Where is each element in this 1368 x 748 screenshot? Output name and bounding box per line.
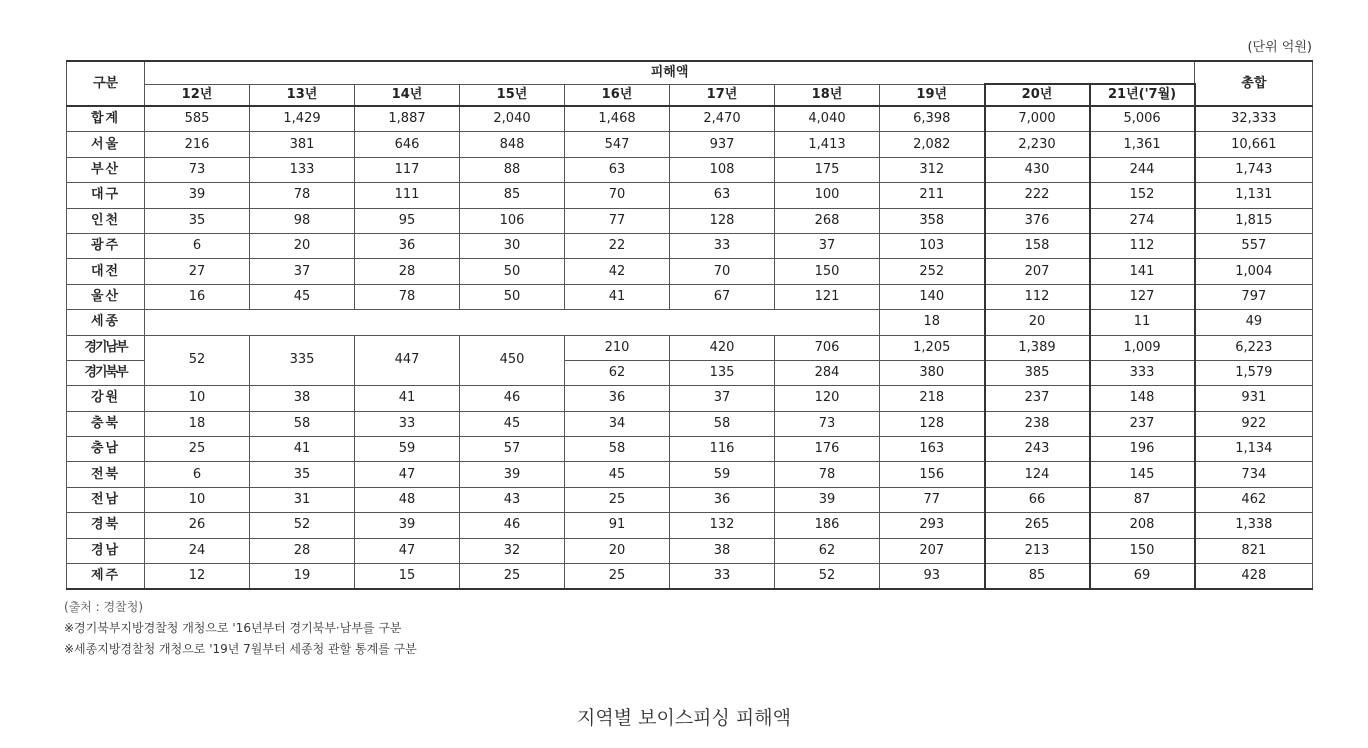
value-cell: 37 [670, 386, 775, 411]
damage-table [66, 60, 1313, 590]
value-cell: 243 [985, 437, 1090, 462]
value-cell: 39 [775, 487, 880, 512]
value-cell: 112 [1090, 233, 1195, 258]
value-cell: 238 [985, 411, 1090, 436]
value-cell: 52 [775, 564, 880, 590]
value-cell: 150 [775, 259, 880, 284]
value-cell: 33 [670, 564, 775, 590]
total-cell: 49 [1195, 310, 1313, 335]
value-cell: 1,468 [565, 106, 670, 132]
total-cell: 797 [1195, 284, 1313, 309]
value-cell: 6 [145, 233, 250, 258]
value-cell: 196 [1090, 437, 1195, 462]
value-cell: 293 [880, 513, 985, 538]
value-cell: 1,429 [250, 106, 355, 132]
table-row [67, 564, 1313, 590]
total-cell: 1,004 [1195, 259, 1313, 284]
value-cell: 70 [670, 259, 775, 284]
region-cell: 충남 [67, 437, 145, 462]
table-row [67, 462, 1313, 487]
value-cell: 41 [355, 386, 460, 411]
value-cell: 937 [670, 132, 775, 157]
value-cell: 59 [670, 462, 775, 487]
value-cell: 158 [985, 233, 1090, 258]
unit-label: (단위 억원) [1247, 40, 1312, 55]
value-cell: 585 [145, 106, 250, 132]
value-cell: 59 [355, 437, 460, 462]
value-cell: 39 [460, 462, 565, 487]
value-cell: 63 [565, 157, 670, 182]
region-cell: 전북 [67, 462, 145, 487]
total-cell: 428 [1195, 564, 1313, 590]
value-cell: 98 [250, 208, 355, 233]
value-cell: 77 [565, 208, 670, 233]
table-row [67, 208, 1313, 233]
value-cell: 112 [985, 284, 1090, 309]
region-cell: 인천 [67, 208, 145, 233]
value-cell: 38 [250, 386, 355, 411]
note-sejong: ※세종지방경찰청 개청으로 '19년 7월부터 세종청 관할 통계를 구분 [64, 642, 417, 656]
value-cell: 2,040 [460, 106, 565, 132]
value-cell: 36 [355, 233, 460, 258]
value-cell: 87 [1090, 487, 1195, 512]
value-cell: 25 [565, 564, 670, 590]
value-cell: 420 [670, 335, 775, 360]
value-cell: 156 [880, 462, 985, 487]
value-cell: 4,040 [775, 106, 880, 132]
value-cell: 62 [565, 360, 670, 385]
value-cell: 45 [565, 462, 670, 487]
region-cell: 대구 [67, 183, 145, 208]
value-cell: 34 [565, 411, 670, 436]
value-cell: 88 [460, 157, 565, 182]
value-cell: 150 [1090, 538, 1195, 563]
total-header: 총합 [1195, 61, 1313, 106]
year-header: 15년 [460, 84, 565, 106]
value-cell: 36 [670, 487, 775, 512]
value-cell: 376 [985, 208, 1090, 233]
value-cell: 35 [145, 208, 250, 233]
value-cell: 37 [775, 233, 880, 258]
region-cell: 합계 [67, 106, 145, 132]
value-cell: 2,230 [985, 132, 1090, 157]
table-body [67, 106, 1313, 589]
damage-header: 피해액 [145, 61, 1195, 84]
value-cell: 58 [565, 437, 670, 462]
value-cell: 6 [145, 462, 250, 487]
region-cell: 경기남부 [67, 335, 145, 360]
value-cell: 268 [775, 208, 880, 233]
value-cell: 213 [985, 538, 1090, 563]
value-cell: 52 [145, 335, 250, 386]
value-cell: 20 [985, 310, 1090, 335]
total-cell: 1,815 [1195, 208, 1313, 233]
value-cell: 312 [880, 157, 985, 182]
value-cell: 48 [355, 487, 460, 512]
total-cell: 557 [1195, 233, 1313, 258]
value-cell: 15 [355, 564, 460, 590]
year-header: 13년 [250, 84, 355, 106]
value-cell: 7,000 [985, 106, 1090, 132]
value-cell: 176 [775, 437, 880, 462]
value-cell: 333 [1090, 360, 1195, 385]
value-cell: 124 [985, 462, 1090, 487]
table-row [67, 132, 1313, 157]
total-cell: 1,134 [1195, 437, 1313, 462]
year-header: 18년 [775, 84, 880, 106]
value-cell: 18 [880, 310, 985, 335]
value-cell: 265 [985, 513, 1090, 538]
value-cell: 39 [145, 183, 250, 208]
region-cell: 경남 [67, 538, 145, 563]
value-cell: 95 [355, 208, 460, 233]
region-cell: 대전 [67, 259, 145, 284]
note-gyeonggi: ※경기북부지방경찰청 개청으로 '16년부터 경기북부·남부를 구분 [64, 621, 402, 635]
value-cell: 1,413 [775, 132, 880, 157]
total-cell: 32,333 [1195, 106, 1313, 132]
region-cell: 부산 [67, 157, 145, 182]
value-cell: 447 [355, 335, 460, 386]
year-header: 17년 [670, 84, 775, 106]
value-cell: 128 [880, 411, 985, 436]
value-cell: 1,389 [985, 335, 1090, 360]
year-header: 16년 [565, 84, 670, 106]
value-cell: 50 [460, 259, 565, 284]
value-cell: 62 [775, 538, 880, 563]
value-cell: 163 [880, 437, 985, 462]
value-cell: 252 [880, 259, 985, 284]
table-row [67, 259, 1313, 284]
value-cell: 140 [880, 284, 985, 309]
value-cell: 78 [355, 284, 460, 309]
value-cell: 69 [1090, 564, 1195, 590]
value-cell: 430 [985, 157, 1090, 182]
value-cell: 78 [775, 462, 880, 487]
value-cell: 237 [985, 386, 1090, 411]
value-cell: 58 [670, 411, 775, 436]
value-cell: 36 [565, 386, 670, 411]
value-cell: 148 [1090, 386, 1195, 411]
value-cell: 6,398 [880, 106, 985, 132]
source-note: (출처 : 경찰청) [64, 600, 143, 614]
value-cell: 41 [250, 437, 355, 462]
value-cell: 32 [460, 538, 565, 563]
value-cell: 848 [460, 132, 565, 157]
value-cell: 133 [250, 157, 355, 182]
value-cell: 24 [145, 538, 250, 563]
value-cell: 108 [670, 157, 775, 182]
table-row [67, 284, 1313, 309]
value-cell: 18 [145, 411, 250, 436]
value-cell: 152 [1090, 183, 1195, 208]
value-cell: 141 [1090, 259, 1195, 284]
value-cell: 91 [565, 513, 670, 538]
table-row [67, 157, 1313, 182]
value-cell: 42 [565, 259, 670, 284]
value-cell: 52 [250, 513, 355, 538]
value-cell: 30 [460, 233, 565, 258]
value-cell: 116 [670, 437, 775, 462]
table-row [67, 310, 1313, 335]
value-cell: 120 [775, 386, 880, 411]
value-cell: 10 [145, 487, 250, 512]
value-cell: 38 [670, 538, 775, 563]
value-cell: 28 [355, 259, 460, 284]
caption: 지역별 보이스피싱 피해액 [577, 707, 791, 729]
value-cell: 145 [1090, 462, 1195, 487]
value-cell: 244 [1090, 157, 1195, 182]
value-cell: 85 [985, 564, 1090, 590]
total-cell: 1,131 [1195, 183, 1313, 208]
year-header: 19년 [880, 84, 985, 106]
table-row [67, 538, 1313, 563]
value-cell: 385 [985, 360, 1090, 385]
value-cell: 27 [145, 259, 250, 284]
value-cell: 207 [880, 538, 985, 563]
value-cell: 58 [250, 411, 355, 436]
value-cell: 117 [355, 157, 460, 182]
table-row [67, 513, 1313, 538]
value-cell: 19 [250, 564, 355, 590]
value-cell: 111 [355, 183, 460, 208]
total-cell: 922 [1195, 411, 1313, 436]
value-cell: 45 [250, 284, 355, 309]
value-cell: 222 [985, 183, 1090, 208]
value-cell: 16 [145, 284, 250, 309]
value-cell: 381 [250, 132, 355, 157]
value-cell: 20 [565, 538, 670, 563]
value-cell: 274 [1090, 208, 1195, 233]
total-cell: 10,661 [1195, 132, 1313, 157]
value-cell: 45 [460, 411, 565, 436]
value-cell: 210 [565, 335, 670, 360]
value-cell: 218 [880, 386, 985, 411]
value-cell: 207 [985, 259, 1090, 284]
total-cell: 1,338 [1195, 513, 1313, 538]
table-row [67, 411, 1313, 436]
value-cell: 46 [460, 386, 565, 411]
value-cell: 208 [1090, 513, 1195, 538]
total-cell: 734 [1195, 462, 1313, 487]
value-cell: 103 [880, 233, 985, 258]
value-cell: 26 [145, 513, 250, 538]
value-cell: 57 [460, 437, 565, 462]
value-cell: 66 [985, 487, 1090, 512]
value-cell: 128 [670, 208, 775, 233]
table-row [67, 106, 1313, 132]
value-cell: 1,009 [1090, 335, 1195, 360]
table-row [67, 386, 1313, 411]
region-cell: 전남 [67, 487, 145, 512]
value-cell: 1,361 [1090, 132, 1195, 157]
value-cell: 186 [775, 513, 880, 538]
value-cell: 1,887 [355, 106, 460, 132]
table-row [67, 437, 1313, 462]
value-cell: 22 [565, 233, 670, 258]
value-cell: 47 [355, 462, 460, 487]
year-header: 21년('7월) [1090, 84, 1195, 106]
value-cell: 41 [565, 284, 670, 309]
region-cell: 경기북부 [67, 360, 145, 385]
value-cell: 35 [250, 462, 355, 487]
value-cell: 78 [250, 183, 355, 208]
value-cell: 85 [460, 183, 565, 208]
value-cell: 12 [145, 564, 250, 590]
value-cell: 284 [775, 360, 880, 385]
value-cell: 25 [460, 564, 565, 590]
year-header: 20년 [985, 84, 1090, 106]
value-cell: 237 [1090, 411, 1195, 436]
value-cell: 358 [880, 208, 985, 233]
value-cell: 175 [775, 157, 880, 182]
region-cell: 제주 [67, 564, 145, 590]
value-cell: 67 [670, 284, 775, 309]
total-cell: 6,223 [1195, 335, 1313, 360]
value-cell: 132 [670, 513, 775, 538]
region-cell: 경북 [67, 513, 145, 538]
notes [64, 597, 417, 660]
value-cell: 20 [250, 233, 355, 258]
year-header: 12년 [145, 84, 250, 106]
region-cell: 서울 [67, 132, 145, 157]
value-cell: 211 [880, 183, 985, 208]
table-row [67, 335, 1313, 360]
table-row [67, 233, 1313, 258]
value-cell: 706 [775, 335, 880, 360]
value-cell: 28 [250, 538, 355, 563]
total-cell: 931 [1195, 386, 1313, 411]
value-cell: 5,006 [1090, 106, 1195, 132]
region-cell: 충북 [67, 411, 145, 436]
year-header-row [67, 84, 1313, 106]
value-cell: 25 [145, 437, 250, 462]
value-cell: 135 [670, 360, 775, 385]
value-cell: 646 [355, 132, 460, 157]
value-cell: 380 [880, 360, 985, 385]
value-cell: 547 [565, 132, 670, 157]
value-cell: 77 [880, 487, 985, 512]
empty-cell [145, 310, 880, 335]
value-cell: 2,470 [670, 106, 775, 132]
value-cell: 33 [355, 411, 460, 436]
value-cell: 127 [1090, 284, 1195, 309]
value-cell: 63 [670, 183, 775, 208]
value-cell: 47 [355, 538, 460, 563]
region-cell: 세종 [67, 310, 145, 335]
value-cell: 11 [1090, 310, 1195, 335]
total-cell: 821 [1195, 538, 1313, 563]
value-cell: 39 [355, 513, 460, 538]
value-cell: 46 [460, 513, 565, 538]
region-cell: 강원 [67, 386, 145, 411]
value-cell: 31 [250, 487, 355, 512]
value-cell: 100 [775, 183, 880, 208]
value-cell: 335 [250, 335, 355, 386]
value-cell: 70 [565, 183, 670, 208]
value-cell: 106 [460, 208, 565, 233]
total-cell: 1,579 [1195, 360, 1313, 385]
region-cell: 광주 [67, 233, 145, 258]
value-cell: 216 [145, 132, 250, 157]
table-row [67, 183, 1313, 208]
value-cell: 450 [460, 335, 565, 386]
total-cell: 1,743 [1195, 157, 1313, 182]
value-cell: 37 [250, 259, 355, 284]
total-cell: 462 [1195, 487, 1313, 512]
value-cell: 73 [145, 157, 250, 182]
value-cell: 73 [775, 411, 880, 436]
value-cell: 43 [460, 487, 565, 512]
value-cell: 93 [880, 564, 985, 590]
table-row [67, 487, 1313, 512]
region-cell: 울산 [67, 284, 145, 309]
value-cell: 25 [565, 487, 670, 512]
value-cell: 33 [670, 233, 775, 258]
year-header: 14년 [355, 84, 460, 106]
value-cell: 10 [145, 386, 250, 411]
value-cell: 121 [775, 284, 880, 309]
value-cell: 50 [460, 284, 565, 309]
value-cell: 2,082 [880, 132, 985, 157]
category-header: 구분 [67, 61, 145, 106]
value-cell: 1,205 [880, 335, 985, 360]
